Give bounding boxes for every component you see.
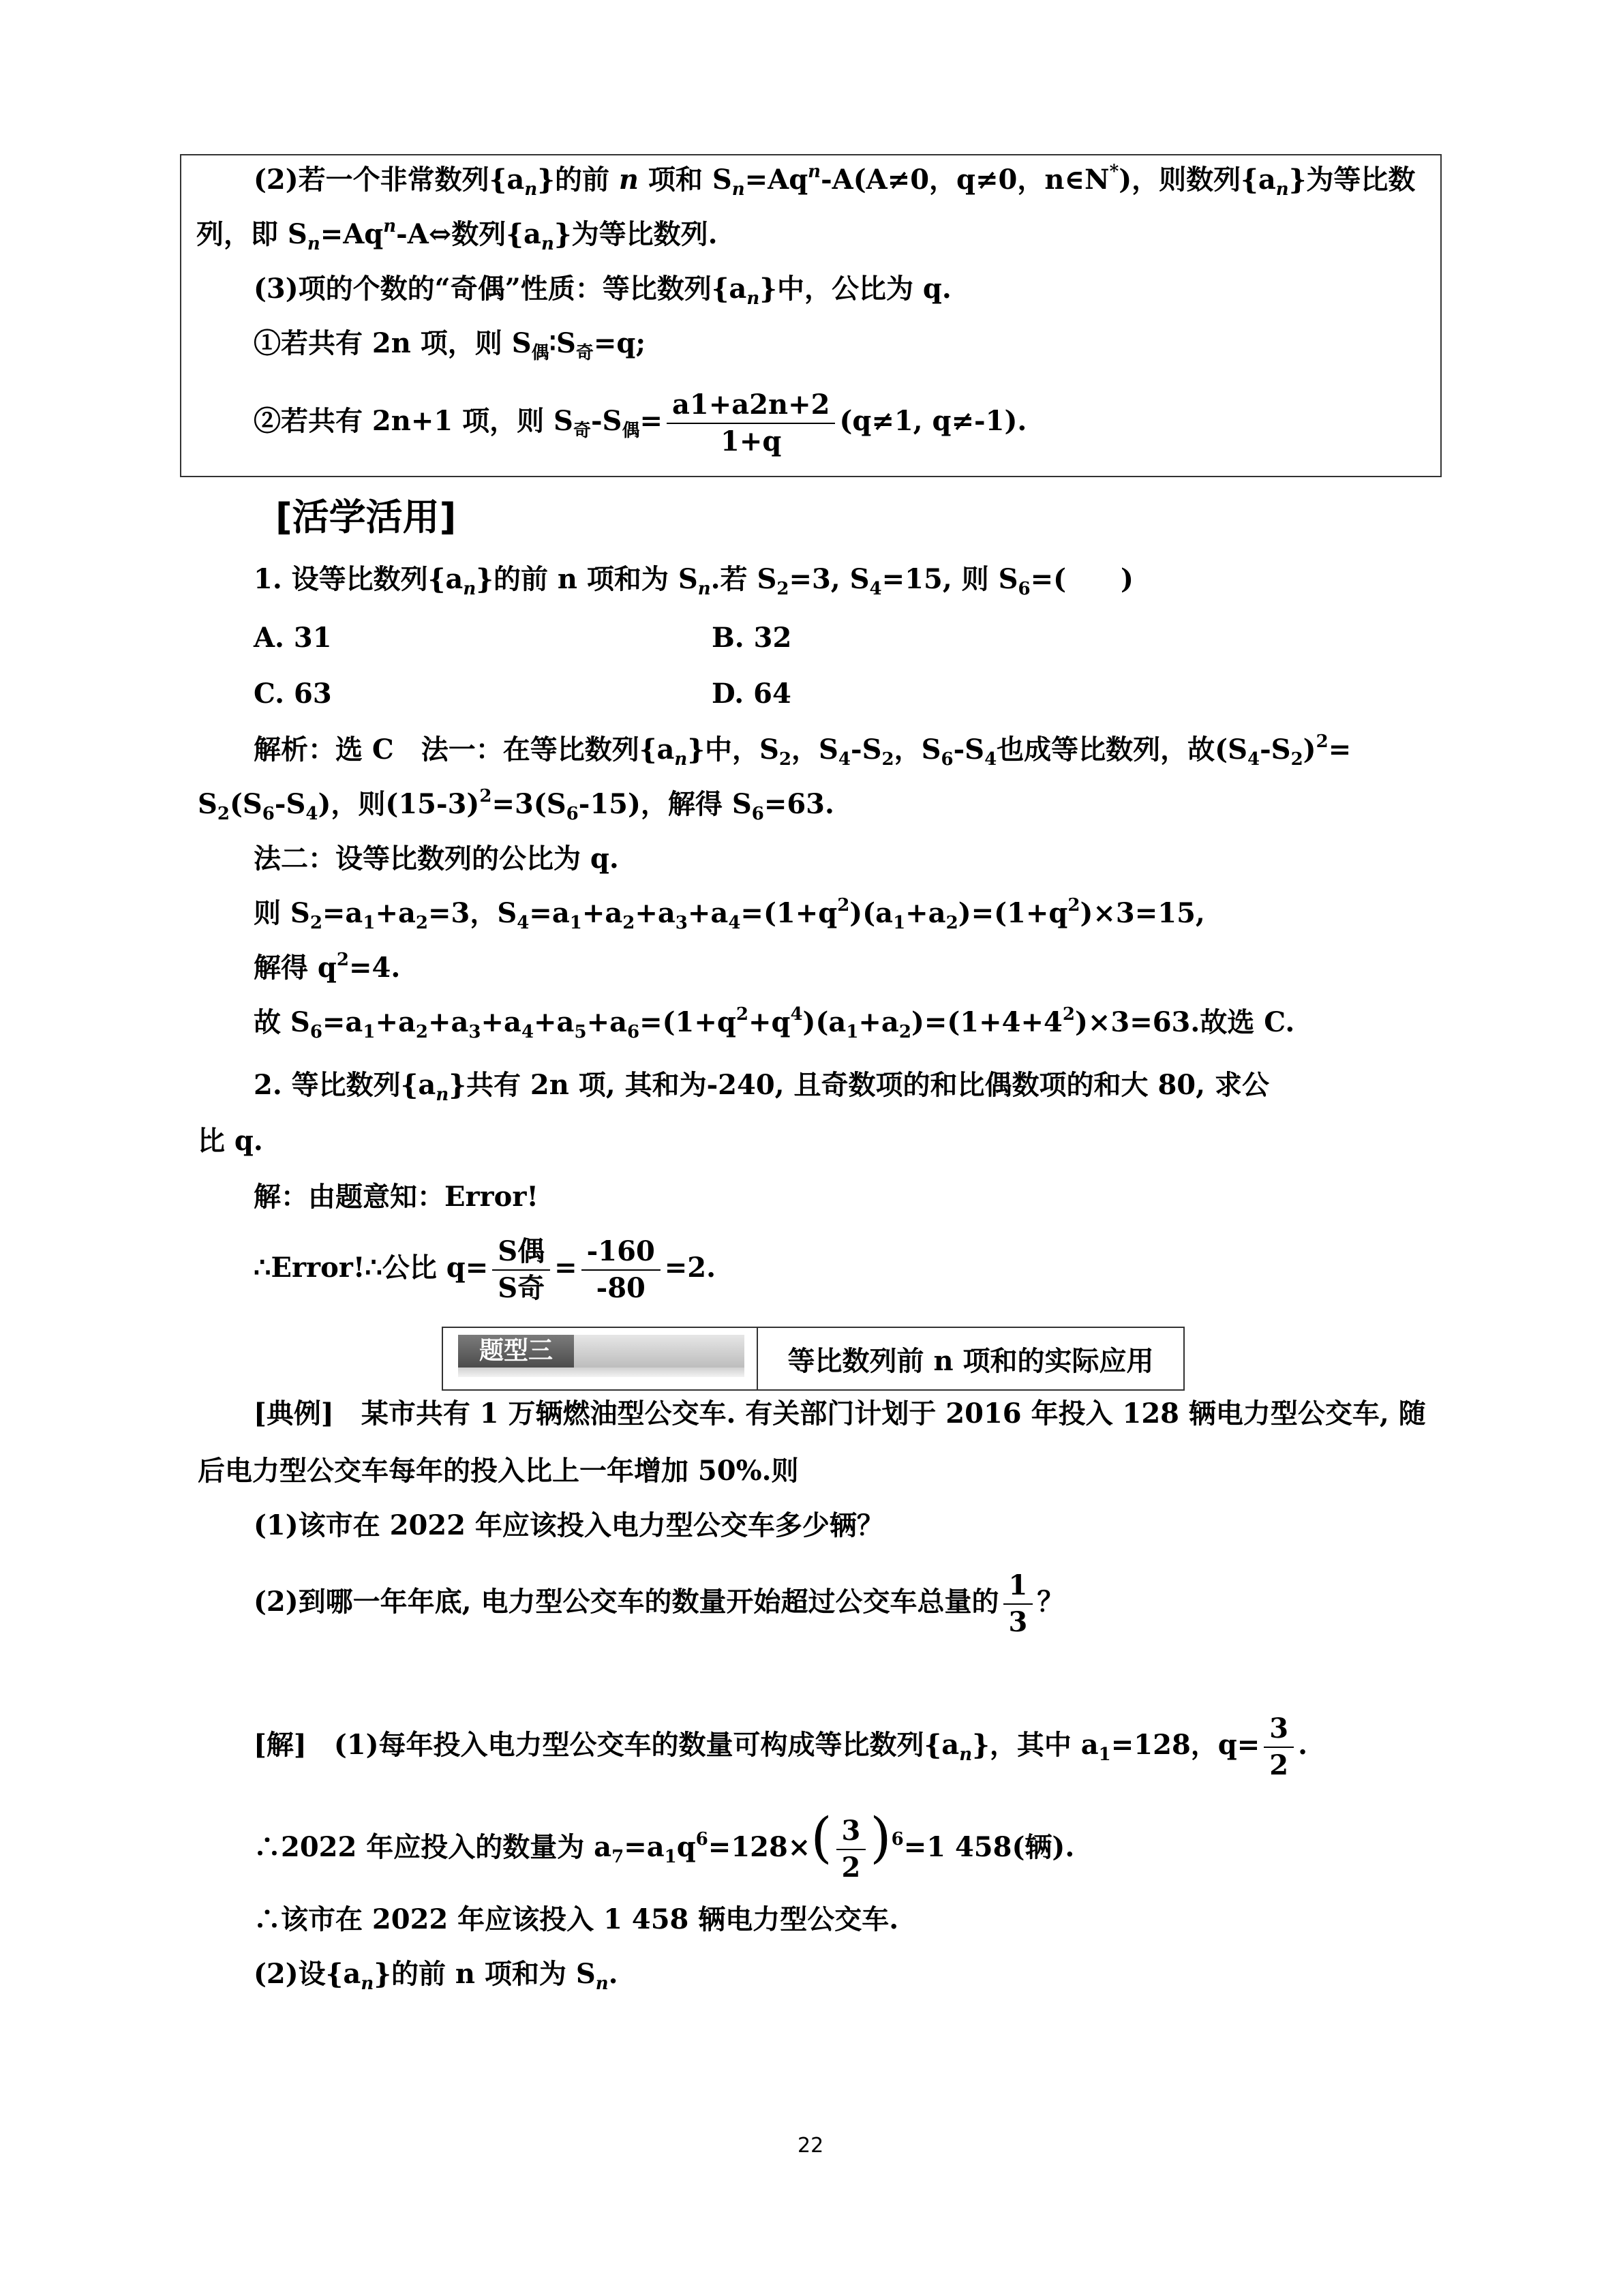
fraction: $\frac{3}{2}$ — [1264, 1711, 1294, 1783]
example-solution-line4: (2)设$\{a_n\}$的前 n 项和为 $S_n$. — [254, 1958, 618, 1994]
example-question1: (1)该市在 2022 年应该投入电力型公交车多少辆？ — [254, 1509, 884, 1541]
property-3-case2: ②若共有 2n+1 项，则 $S_奇-S_偶=$ $\frac{a1+a2n+2}{1+q}$ (q≠1, q≠-1). — [254, 380, 1027, 462]
example-line2: 后电力型公交车每年的投入比上一年增加 50%.则 — [198, 1455, 799, 1487]
property-3: (3)项的个数的“奇偶”性质：等比数列$\{a_n\}$中，公比为 q. — [254, 273, 952, 309]
question-type-bar — [442, 1327, 1185, 1391]
example-solution-line1: [解] (1)每年投入电力型公交车的数量可构成等比数列$\{a_n\}$，其中 $a_1=128$，q= $\frac{3}{2}$ . — [254, 1704, 1307, 1786]
example-solution-line2: ∴2022 年应投入的数量为 $a_7=a_1q^6=128\times$( $\frac{3}{2}$ )$^6$=1 458(辆). — [254, 1797, 1074, 1888]
q1-solution-line1: 解析：选 C 法一：在等比数列$\{a_n\}$中，$S_2$，$S_4-S_2$，$S_6-S_4$也成等比数列，故$(S_4-S_2)^2=$ — [254, 731, 1352, 770]
q1-option-d: D. 64 — [712, 678, 791, 710]
example-question2: (2)到哪一年年底, 电力型公交车的数量开始超过公交车总量的 $\frac{1}{3}$ ？ — [254, 1561, 1064, 1643]
q1-method2-heading: 法二：设等比数列的公比为 q. — [254, 843, 619, 875]
page-number: 22 — [798, 2134, 824, 2158]
fraction: $\frac{-160}{-80}$ — [581, 1234, 661, 1306]
q1-option-b: B. 32 — [712, 622, 792, 654]
property-3-case1: ①若共有 2n 项，则 $S_偶∶S_奇=q$; — [254, 327, 646, 363]
section-heading: [活学活用] — [275, 496, 457, 539]
q1-option-a: A. 31 — [254, 622, 332, 654]
fraction: $\frac{\text{S偶}}{\text{S奇}}$ — [492, 1234, 550, 1306]
q1-stem: 1. 设等比数列$\{a_n\}$的前 n 项和为 $S_n$.若 $S_2=3$, $S_4=15$, 则 $S_6=$( ) — [254, 563, 1134, 599]
property-box — [180, 154, 1442, 477]
question-type-title: 等比数列前 n 项和的实际应用 — [787, 1344, 1154, 1377]
example-line1: [典例] 某市共有 1 万辆燃油型公交车. 有关部门计划于 2016 年投入 128 辆电力型公交车, 随 — [254, 1398, 1426, 1430]
q1-method2-line2: 解得 $q^2=4$. — [254, 950, 401, 984]
q2-solution-line2: ∴Error!∴公比 q= $\frac{\text{S偶}}{\text{S奇}}$ = $\frac{-160}{-80}$ =2. — [254, 1227, 716, 1309]
q1-method2-line3: 故 $S_6=a_1+a_2+a_3+a_4+a_5+a_6=(1+q^2+q^4)(a_1+a_2)=(1+4+4^2)\times 3=63$.故选 C. — [254, 1004, 1295, 1042]
question-type-tag: 题型三 — [458, 1335, 574, 1368]
q1-option-c: C. 63 — [254, 678, 332, 710]
q2-stem-line1: 2. 等比数列$\{a_n\}$共有 2n 项, 其和为-240, 且奇数项的和比偶数项的和大 80, 求公 — [254, 1069, 1269, 1105]
q2-stem-line2: 比 q. — [198, 1125, 263, 1157]
property-2-line2: 列，即 $S_n=Aq^n-A\Leftrightarrow$数列$\{a_n\}$为等比数列. — [196, 216, 718, 254]
right-paren: ) — [870, 1806, 892, 1869]
property-2-line1: (2)若一个非常数列$\{a_n\}$的前 n 项和 $S_n=Aq^n-A(A\ne 0$，q≠0，n∈N*)，则数列$\{a_n\}$为等比数 — [254, 162, 1416, 200]
q2-solution-line1: 解：由题意知：Error! — [254, 1181, 539, 1213]
tag-underline — [458, 1368, 744, 1377]
q1-solution-line2: $S_2(S_6-S_4)$，则$(15-3)^2=3(S_6-15)$，解得 $S_6=63$. — [198, 786, 834, 824]
fraction: $\frac{1}{3}$ — [1003, 1568, 1033, 1640]
fraction: $\frac{a1+a2n+2}{1+q}$ — [667, 387, 835, 459]
example-solution-line3: ∴该市在 2022 年应该投入 1 458 辆电力型公交车. — [254, 1903, 899, 1935]
left-paren: ( — [810, 1806, 832, 1869]
tag-strip — [574, 1335, 744, 1368]
fraction: $\frac{3}{2}$ — [836, 1813, 866, 1886]
q1-method2-line1: 则 $S_2=a_1+a_2=3$，$S_4=a_1+a_2+a_3+a_4=(1+q^2)(a_1+a_2)=(1+q^2)\times 3=15$, — [254, 895, 1205, 933]
question-type-tag-cell — [443, 1328, 758, 1389]
